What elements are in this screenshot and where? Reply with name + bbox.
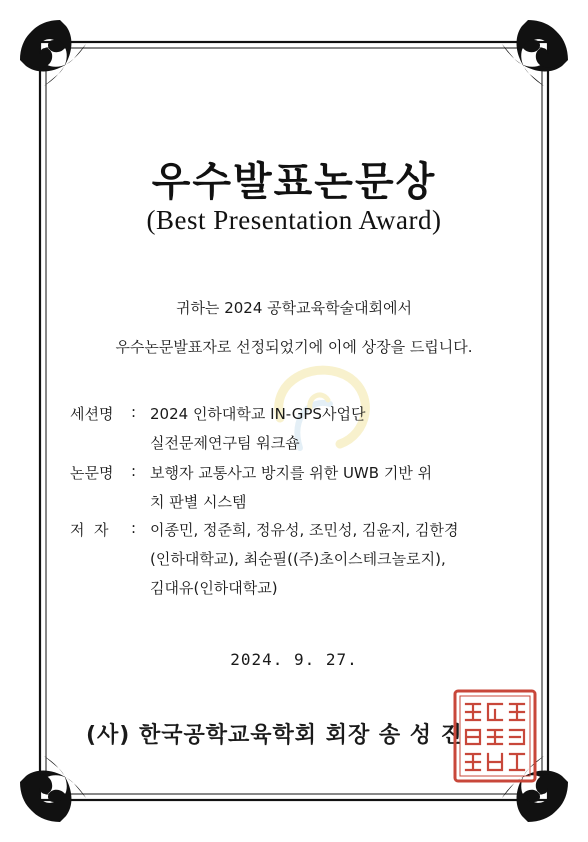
official-seal-icon [452, 688, 538, 784]
award-title: 우수발표논문상 [151, 159, 437, 205]
authors-value-line-1: 이종민, 정준희, 정유성, 조민성, 김윤지, 김한경 [150, 521, 459, 539]
session-label: 세션명 [70, 405, 114, 423]
session-colon: : [131, 403, 137, 421]
corner-ornament-bottom-left [20, 756, 86, 822]
authors-value-line-3: 김대유(인하대학교) [150, 579, 278, 597]
paper-value-line-2: 치 판별 시스템 [150, 493, 247, 511]
issuer-signature: (사) 한국공학교육학회 회장 송 성 진 [86, 723, 463, 748]
paper-label: 논문명 [70, 464, 114, 482]
award-date: 2024. 9. 27. [230, 650, 358, 669]
intro-line-1: 귀하는 2024 공학교육학술대회에서 [175, 299, 413, 317]
intro-line-2: 우수논문발표자로 선정되었기에 이에 상장을 드립니다. [115, 338, 473, 356]
corner-ornament-top-left [20, 20, 86, 86]
corner-ornament-top-right [502, 20, 568, 86]
authors-colon: : [131, 519, 137, 537]
authors-label: 저 자 [70, 521, 109, 539]
session-value-line-2: 실전문제연구팀 워크숍 [150, 434, 300, 452]
paper-colon: : [131, 462, 137, 480]
session-value-line-1: 2024 인하대학교 IN-GPS사업단 [150, 405, 366, 423]
award-subtitle: (Best Presentation Award) [146, 205, 442, 235]
authors-value-line-2: (인하대학교), 최순필((주)초이스테크놀로지), [150, 550, 446, 568]
paper-value-line-1: 보행자 교통사고 방지를 위한 UWB 기반 위 [150, 464, 433, 482]
